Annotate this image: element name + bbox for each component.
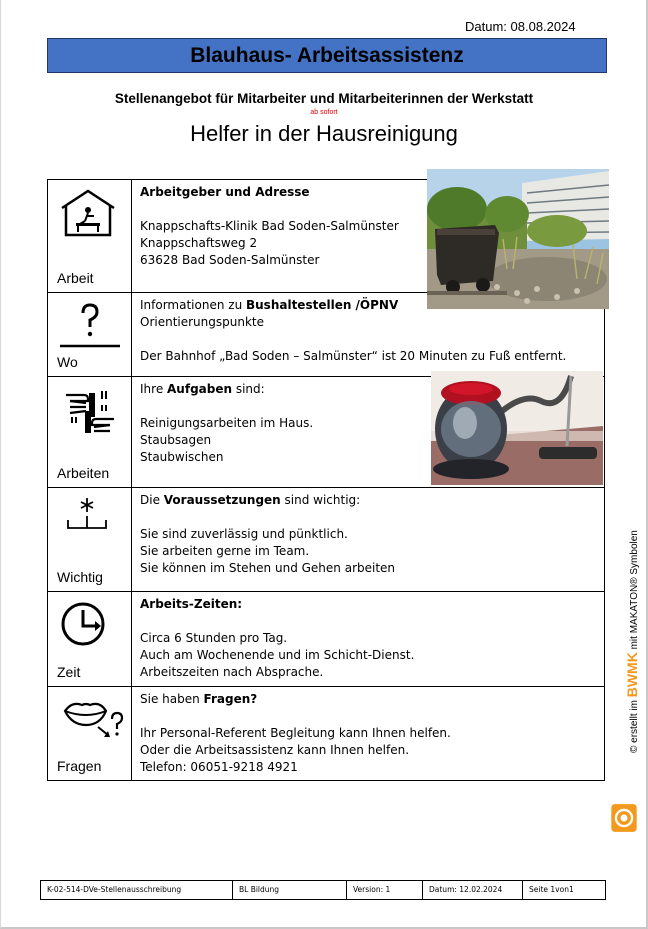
footer-date: Datum: 12.02.2024 [423, 881, 523, 899]
footer-doc-id: K-02-514-DVe-Stellenausschreibung [41, 881, 233, 899]
bwmk-brand: BWMK [624, 652, 640, 698]
important-asterisk-icon [62, 494, 116, 534]
hours-heading: Arbeits-Zeiten: [140, 597, 243, 611]
employer-line: Knappschaftsweg 2 [140, 236, 258, 250]
footer-version: Version: 1 [347, 881, 423, 899]
hours-item: Auch am Wochenende und im Schicht-Dienst. [140, 648, 415, 662]
requirements-heading: Die Voraussetzungen sind wichtig: [140, 493, 361, 507]
ask-question-mouth-icon [62, 697, 124, 747]
icon-cell-arbeiten [48, 377, 132, 488]
row-requirements [48, 488, 605, 592]
questions-heading: Sie haben Fragen? [140, 692, 258, 706]
clinic-garden-photo [427, 169, 609, 309]
task-item: Staubwischen [140, 450, 224, 464]
working-hands-icon [62, 385, 118, 437]
icon-cell-fragen [48, 687, 132, 781]
job-offer-subtitle: Stellenangebot für Mitarbeiter und Mitarbeiterinnen der Werkstatt [114, 91, 534, 106]
row-label: Wichtig [57, 569, 103, 585]
document-footer [40, 880, 606, 900]
icon-cell-wo [48, 293, 132, 377]
tasks-heading: Ihre Aufgaben sind: [140, 382, 265, 396]
employer-line: 63628 Bad Soden-Salmünster [140, 253, 320, 267]
row-label: Arbeit [57, 270, 94, 286]
footer-page: Seite 1von1 [529, 885, 574, 894]
employer-heading: Arbeitgeber und Adresse [140, 185, 310, 199]
row-label: Wo [57, 354, 78, 370]
requirement-item: Sie arbeiten gerne im Team. [140, 544, 310, 558]
task-item: Reinigungsarbeiten im Haus. [140, 416, 314, 430]
row-label: Arbeiten [57, 465, 110, 481]
vacuum-cleaner-photo [431, 371, 603, 485]
location-line: Orientierungspunkte [140, 315, 265, 329]
banner-title: Blauhaus- Arbeitsassistenz [47, 38, 607, 73]
clock-icon [59, 600, 111, 652]
start-note: ab sofort [310, 109, 338, 116]
row-hours [48, 592, 605, 687]
makaton-credit: © erstellt im BWMK mit MAKATON® Symbolen [624, 530, 640, 753]
row-label: Zeit [57, 664, 81, 680]
employer-line: Knappschafts-Klinik Bad Soden-Salmünster [140, 219, 399, 233]
workplace-house-icon [58, 188, 118, 238]
document-date: Datum: 08.08.2024 [465, 19, 576, 34]
footer-department: BL Bildung [233, 881, 347, 899]
hours-item: Arbeitszeiten nach Absprache. [140, 665, 324, 679]
requirement-item: Sie sind zuverlässig und pünktlich. [140, 527, 348, 541]
hours-text [132, 592, 605, 687]
location-line: Der Bahnhof „Bad Soden – Salmünster“ ist 20 Minuten zu Fuß entfernt. [140, 349, 567, 363]
requirements-text [132, 488, 605, 592]
question-where-icon [58, 299, 122, 349]
questions-item: Oder die Arbeitsassistenz kann Ihnen helfen. [140, 743, 410, 757]
icon-cell-zeit [48, 592, 132, 687]
icon-cell-arbeit [48, 180, 132, 293]
row-questions [48, 687, 605, 781]
requirement-item: Sie können im Stehen und Gehen arbeiten [140, 561, 396, 575]
icon-cell-wichtig [48, 488, 132, 592]
hours-item: Circa 6 Stunden pro Tag. [140, 631, 288, 645]
location-heading: Informationen zu Bushaltestellen /ÖPNV [140, 298, 399, 312]
contact-phone: Telefon: 06051-9218 4921 [140, 760, 298, 774]
task-item: Staubsagen [140, 433, 212, 447]
questions-text [132, 687, 605, 781]
job-title: Helfer in der Hausreinigung [190, 121, 458, 146]
questions-item: Ihr Personal-Referent Begleitung kann Ihnen helfen. [140, 726, 451, 740]
row-label: Fragen [57, 758, 102, 774]
